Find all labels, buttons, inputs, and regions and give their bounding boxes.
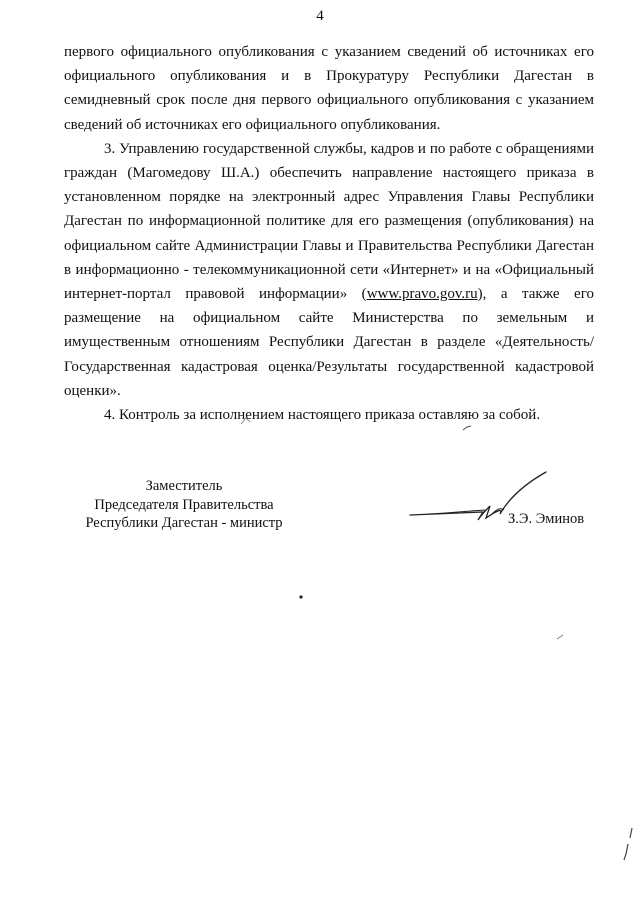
scan-speck [462,424,472,432]
signatory-title-line-3: Республики Дагестан - министр [85,515,283,531]
paragraph-item-4: 4. Контроль за исполнением настоящего приказа оставляю за собой. [104,407,541,424]
paragraph-item-3-text-start: 3. Управлению государственной службы, кадров и по работе с обращениями граждан (Магомедову Ш.А.) обеспечить направление настоящего приказа в установленном порядке на электронный адрес Управления Главы Республики Дагестан по информационной политике для его размещения (опубликования) на официальном сайте Администрации Главы и Правительства Республики Дагестан в информационно - телекоммуникационной сети «Интернет» и на «Официальный интернет-портал правовой информации» ( [64,140,594,303]
document-body [64,40,594,427]
page-number: 4 [316,8,324,24]
signatory-title-line-1: Заместитель [145,478,223,494]
pravo-gov-link[interactable]: www.pravo.gov.ru [366,286,478,303]
scan-speck [240,416,252,426]
signatory-title-block [64,477,304,533]
signer-name: З.Э. Эминов [508,511,585,527]
paragraph-item-3 [64,137,594,403]
scan-speck [622,826,636,862]
signatory-title-line-2: Председателя Правительства [94,496,274,513]
paragraph-item-3-text-end: ), а также его размещение на официальном сайте Министерства по земельным и имущественным отношениям Республики Дагестан в разделе «Деятельность/Государственная кадастровая оценка/Результаты государственной кадастровой оценки». [64,286,594,399]
paragraph-continuation: первого официального опубликования с указанием сведений об источниках его официального опубликования и в Прокуратуру Республики Дагестан в семидневный срок после дня первого официального опубликования с указанием сведений об источниках его официального опубликования. [64,44,594,133]
scan-speck [298,594,304,600]
scan-speck [556,634,564,640]
